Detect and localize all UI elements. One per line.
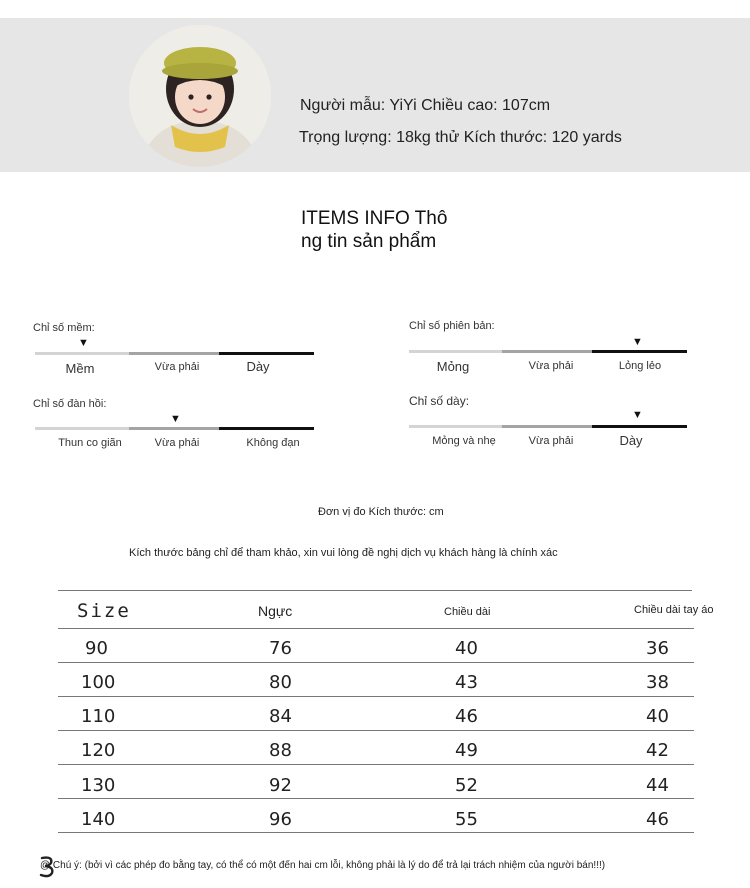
thickness-marker-icon: ▼ bbox=[632, 409, 643, 421]
cell-size: 140 bbox=[81, 809, 116, 830]
model-info-band bbox=[0, 18, 750, 172]
model-photo bbox=[129, 25, 271, 167]
cell-sleeve: 42 bbox=[646, 740, 669, 761]
softness-option-2: Vừa phải bbox=[154, 361, 200, 373]
table-top-rule bbox=[58, 590, 692, 591]
header-chest: Ngực bbox=[258, 603, 293, 619]
model-weight-size: Trọng lượng: 18kg thử Kích thước: 120 yards bbox=[299, 129, 622, 146]
fit-scale-segment-2 bbox=[502, 350, 592, 353]
thickness-scale-segment-1 bbox=[409, 425, 502, 428]
row-divider bbox=[58, 798, 694, 799]
fit-option-1: Mỏng bbox=[436, 359, 470, 374]
model-avatar bbox=[129, 25, 271, 167]
elasticity-option-2: Vừa phải bbox=[154, 437, 200, 449]
cell-chest: 76 bbox=[269, 638, 292, 659]
cell-size: 110 bbox=[81, 706, 116, 727]
fit-indicator-label: Chỉ số phiên bản: bbox=[409, 320, 495, 332]
softness-option-1: Mềm bbox=[65, 361, 95, 376]
fit-option-2: Vừa phải bbox=[528, 360, 574, 372]
size-disclaimer: Kích thước bảng chỉ để tham khảo, xin vui lòng đề nghị dịch vụ khách hàng là chính xác bbox=[129, 547, 558, 559]
softness-option-3: Dày bbox=[246, 359, 270, 374]
fit-scale-segment-1 bbox=[409, 350, 502, 353]
header-sleeve-length: Chiều dài tay áo bbox=[634, 604, 714, 616]
header-length: Chiều dài bbox=[444, 606, 491, 618]
cell-chest: 84 bbox=[269, 706, 292, 727]
row-divider bbox=[58, 696, 694, 697]
softness-indicator-label: Chỉ số mềm: bbox=[33, 322, 95, 334]
softness-marker-icon: ▼ bbox=[78, 337, 89, 349]
elasticity-option-3: Không đạn bbox=[246, 437, 300, 449]
cell-length: 49 bbox=[455, 740, 478, 761]
model-name-height: Người mẫu: YiYi Chiều cao: 107cm bbox=[300, 97, 551, 114]
thickness-scale-segment-2 bbox=[502, 425, 592, 428]
softness-scale-segment-1 bbox=[35, 352, 129, 355]
cell-length: 46 bbox=[455, 706, 478, 727]
thickness-option-1: Mỏng và nhẹ bbox=[432, 435, 496, 447]
elasticity-scale-segment-1 bbox=[35, 427, 129, 430]
thickness-scale-segment-3 bbox=[592, 425, 687, 428]
softness-scale-segment-3 bbox=[219, 352, 314, 355]
fit-option-3: Lỏng lẻo bbox=[618, 360, 662, 372]
cell-size: 120 bbox=[81, 740, 116, 761]
title-line-2: ng tin sản phẩm bbox=[301, 231, 437, 252]
cell-size: 90 bbox=[85, 638, 108, 659]
cell-sleeve: 46 bbox=[646, 809, 669, 830]
cell-chest: 80 bbox=[269, 672, 292, 693]
fit-scale-segment-3 bbox=[592, 350, 687, 353]
fit-marker-icon: ▼ bbox=[632, 336, 643, 348]
elasticity-indicator-label: Chỉ số đàn hồi: bbox=[33, 398, 107, 410]
cell-sleeve: 44 bbox=[646, 775, 669, 796]
cell-length: 52 bbox=[455, 775, 478, 796]
cell-length: 43 bbox=[455, 672, 478, 693]
measurement-unit-note: Đơn vị đo Kích thước: cm bbox=[318, 506, 444, 518]
items-info-title bbox=[301, 207, 471, 253]
cell-size: 100 bbox=[81, 672, 116, 693]
cell-length: 55 bbox=[455, 809, 478, 830]
cell-chest: 88 bbox=[269, 740, 292, 761]
cell-length: 40 bbox=[455, 638, 478, 659]
elasticity-scale-segment-3 bbox=[219, 427, 314, 430]
table-header-rule bbox=[58, 628, 694, 629]
title-line-1: ITEMS INFO Thô bbox=[301, 208, 448, 229]
row-divider bbox=[58, 730, 694, 731]
elasticity-marker-icon: ▼ bbox=[170, 413, 181, 425]
cell-sleeve: 38 bbox=[646, 672, 669, 693]
cell-sleeve: 40 bbox=[646, 706, 669, 727]
thickness-option-3: Dày bbox=[619, 433, 643, 448]
cell-size: 130 bbox=[81, 775, 116, 796]
thickness-option-2: Vừa phải bbox=[528, 435, 574, 447]
elasticity-scale-segment-2 bbox=[129, 427, 219, 430]
cell-sleeve: 36 bbox=[646, 638, 669, 659]
table-bottom-rule bbox=[58, 832, 694, 833]
softness-scale-segment-2 bbox=[129, 352, 219, 355]
cell-chest: 92 bbox=[269, 775, 292, 796]
cell-chest: 96 bbox=[269, 809, 292, 830]
thickness-indicator-label: Chỉ số dày: bbox=[409, 394, 470, 408]
header-size: Size bbox=[77, 600, 131, 622]
row-divider bbox=[58, 764, 694, 765]
elasticity-option-1: Thun co giãn bbox=[58, 437, 122, 449]
measurement-note: @ Chú ý: (bởi vì các phép đo bằng tay, có thể có một đến hai cm lỗi, không phải là lý do để trả lại trách nhiệm của người bán!!!) bbox=[40, 860, 606, 871]
row-divider bbox=[58, 662, 694, 663]
